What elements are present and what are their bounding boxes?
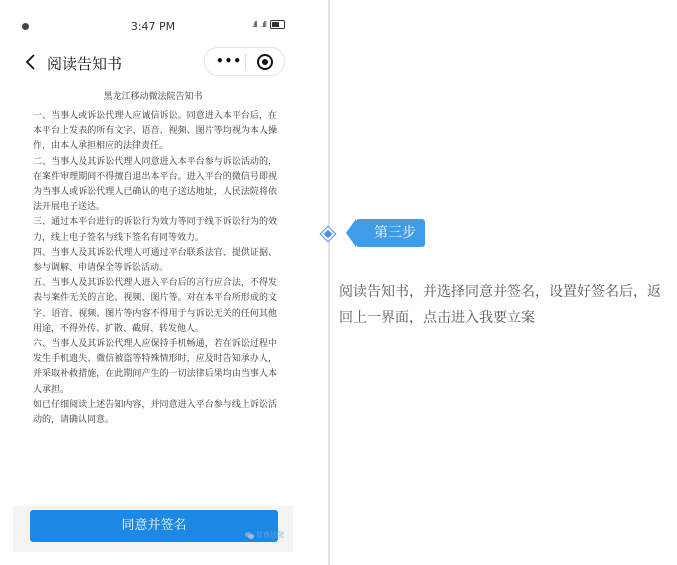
notice-heading: 黑龙江移动微法院告知书 — [103, 92, 203, 102]
battery-icon — [270, 20, 285, 29]
status-bar — [13, 18, 293, 36]
step-badge: 第三步 — [356, 219, 425, 247]
status-icons — [252, 20, 285, 29]
close-target-icon[interactable] — [257, 54, 273, 70]
phone-screenshot — [13, 12, 293, 552]
watermark — [245, 530, 284, 540]
agree-and-sign-button[interactable]: 同意并签名 — [30, 510, 278, 542]
signal-icon-2: .ıll — [260, 20, 266, 29]
nav-bar — [13, 46, 293, 78]
more-icon[interactable]: ••• — [216, 54, 243, 68]
wechat-icon — [245, 532, 254, 539]
notice-paragraph: 三、通过本平台进行的诉讼行为效力等同于线下诉讼行为的效力，线上电子签名与线下签名有同等效力。 — [33, 217, 277, 243]
status-time: 3:47 PM — [130, 20, 176, 33]
page-title: 阅读告知书 — [47, 55, 123, 73]
step-description: 阅读告知书，并选择同意并签名，设置好签名后，返回上一界面，点击进入我要立案 — [339, 284, 661, 326]
timeline-diamond-icon — [320, 226, 337, 243]
notice-paragraph: 六、当事人及其诉讼代理人应保持手机畅通，若在诉讼过程中发生手机遗失、微信被盗等特殊情形时，应及时告知承办人，并采取补救措施，在此期间产生的一切法律后果均由当事人本人承担。 — [33, 339, 277, 395]
bottom-bar — [13, 506, 293, 552]
notice-paragraph: 二、当事人及其诉讼代理人同意进入本平台参与诉讼活动的，在案件审理期间不得擅自退出本平台。进入平台的微信号即视为当事人或诉讼代理人已确认的电子送达地址，人民法院将依法开展电子送达。 — [33, 156, 277, 213]
notice-paragraph: 五、当事人及其诉讼代理人进入平台后的言行应合法，不得发表与案件无关的言论、视频、图片等。对在本平台所形成的文字、语音、视频、图片等内容不得用于与诉讼无关的任何其他用途，不得外传、扩散、截屏、转发他人。 — [33, 278, 277, 334]
notice-body — [33, 109, 277, 428]
timeline-line — [328, 0, 330, 565]
notice-paragraph: 一、当事人或诉讼代理人应诚信诉讼。同意进入本平台后，在本平台上发表的所有文字、语音、视频、图片等均视为本人操作，由本人承担相应的法律责任。 — [33, 111, 277, 152]
miniprogram-capsule — [204, 47, 285, 76]
capsule-divider — [245, 54, 246, 69]
watermark-text: 甘南法院 — [256, 531, 284, 539]
back-arrow-icon[interactable] — [24, 51, 38, 73]
signal-icon: .ıll — [251, 20, 257, 29]
notice-paragraph: 四、当事人及其诉讼代理人可通过平台联系法官、提供证据、参与调解、申请保全等诉讼活动。 — [33, 247, 277, 274]
notice-paragraph: 如已仔细阅读上述告知内容，并同意进入平台参与线上诉讼活动的，请确认同意。 — [33, 399, 277, 426]
